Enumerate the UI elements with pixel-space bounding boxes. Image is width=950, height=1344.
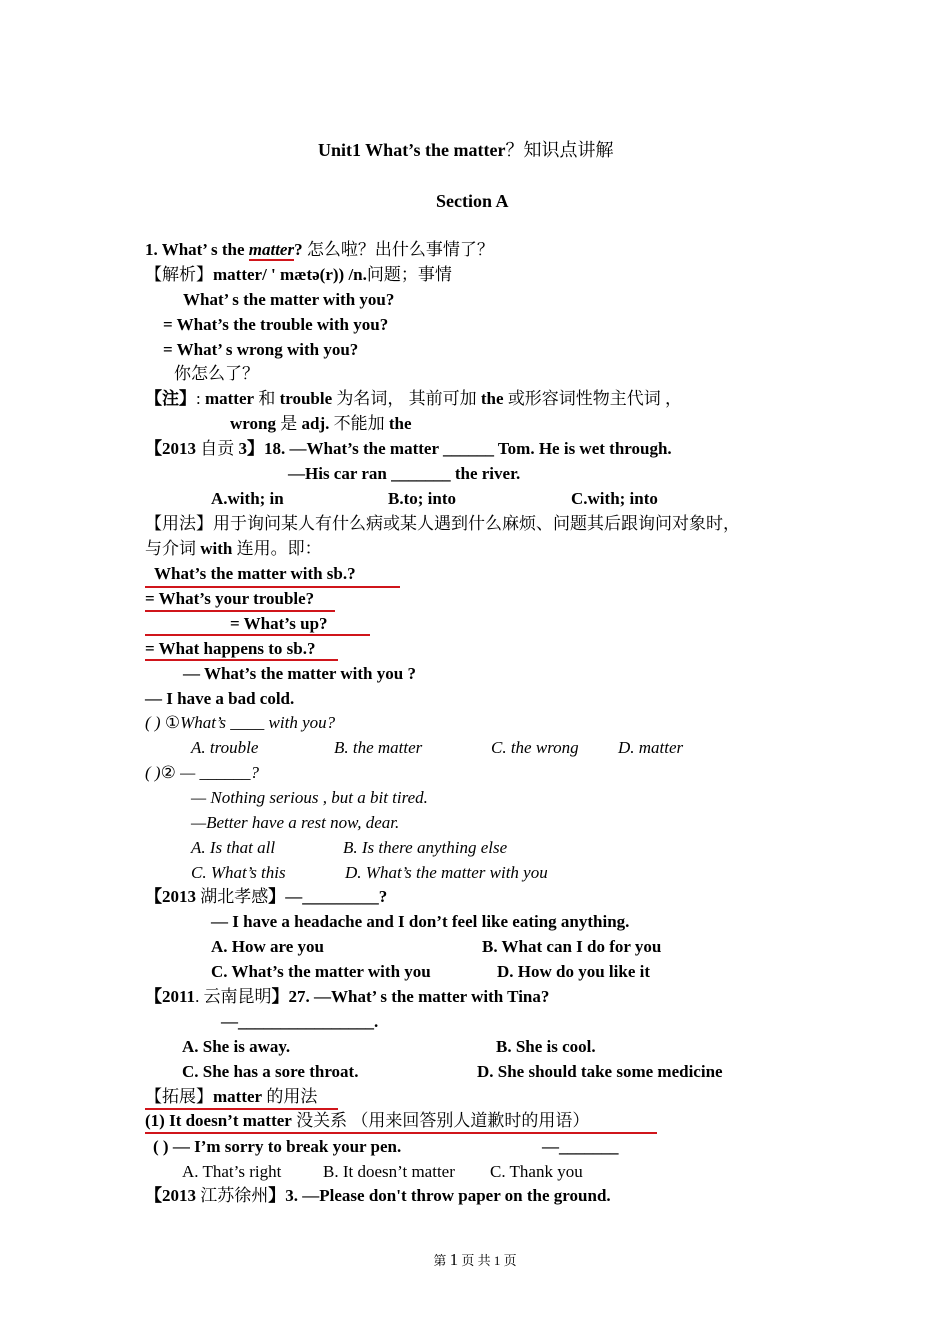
note-line-2: [230, 413, 412, 435]
dialog-line-2: — I have a bad cold.: [145, 689, 295, 708]
note-text: 和: [254, 389, 280, 408]
exercise-question: What’s ____ with you?: [180, 713, 336, 732]
question-text: 】27. —What’ s the matter with Tina?: [271, 987, 550, 1006]
analysis-cn: 问题；事情: [366, 265, 452, 284]
form-2: = What’s your trouble?: [145, 589, 315, 608]
title-cn: ？知识点讲解: [505, 140, 614, 160]
analysis-line: [145, 264, 452, 286]
question-hubei-line2: — I have a headache and I don’t feel like eating anything.: [211, 912, 630, 931]
item1-num: 1. What’ s the: [145, 240, 249, 259]
option-c: C. She has a sore throat.: [182, 1062, 359, 1081]
usage-tag: 【用法】: [145, 514, 213, 533]
example-cn: 你怎么了？: [174, 364, 259, 383]
exercise-question: — ______?: [175, 763, 259, 782]
circle-number: ①: [164, 713, 181, 732]
question-text: 】3. —Please don't throw paper on the ground.: [268, 1186, 611, 1205]
question-tag: 【2013: [145, 887, 201, 906]
option-a: A. Is that all: [191, 838, 276, 857]
option-b: B. It doesn’t matter: [323, 1162, 455, 1181]
analysis-body: matter/ ' mætə(r)) /n.: [213, 265, 367, 284]
option-a: A. trouble: [191, 738, 259, 757]
question-location: 湖北孝感: [200, 887, 269, 906]
option-d: D. How do you like it: [497, 962, 651, 981]
option-a: A.with; in: [211, 489, 284, 508]
note-word: adj.: [301, 414, 330, 433]
dialog-line-1: — What’s the matter with you ?: [183, 664, 416, 683]
expand-tag: 【拓展】: [145, 1087, 213, 1106]
note-word: matter: [204, 389, 255, 408]
option-d: D. matter: [618, 738, 684, 757]
exercise-2-line: —Better have a rest now, dear.: [191, 813, 400, 832]
usage-text: 用于询问某人有什么病或某人遇到什么麻烦、问题其后跟询问对象时，: [213, 514, 740, 533]
question-tag: 【2011: [145, 987, 196, 1006]
form-4: = What happens to sb.?: [145, 639, 316, 658]
exercise-2: [145, 762, 259, 784]
question-hubei: [145, 886, 387, 908]
underline-rule: [145, 634, 370, 636]
option-c: C.with; into: [571, 489, 658, 508]
question-text: 】—_________?: [268, 887, 388, 906]
expand-item-cn: 没关系 （用来回答别人道歉时的用语）: [291, 1111, 590, 1130]
question-location: 江苏徐州: [200, 1186, 269, 1205]
option-b: B. the matter: [334, 738, 423, 757]
option-c: C. Thank you: [490, 1162, 583, 1181]
option-d: D. What’s the matter with you: [345, 863, 548, 882]
expand-line: [145, 1086, 317, 1108]
option-a: A. How are you: [211, 937, 325, 956]
page-footer: [0, 1250, 950, 1271]
underline-rule: [145, 659, 338, 661]
question-yunnan-line2: —________________.: [221, 1012, 379, 1031]
item1-q: ?: [294, 240, 303, 259]
example-3: = What’ s wrong with you?: [163, 340, 359, 359]
item1-line: [145, 239, 494, 261]
question-tag: 【2013: [145, 1186, 201, 1205]
usage-word: with: [200, 539, 233, 558]
question-zigong-line2: —His car ran _______ the river.: [288, 464, 521, 483]
note-word: trouble: [279, 389, 333, 408]
option-a: A. That’s right: [182, 1162, 282, 1181]
item1-word: matter: [248, 240, 295, 259]
option-c: C. the wrong: [491, 738, 579, 757]
circle-number: ②: [160, 763, 176, 782]
option-b: B. Is there anything else: [343, 838, 508, 857]
footer-text: 第: [433, 1253, 450, 1268]
exercise-3-reply: —_______: [542, 1137, 619, 1156]
note-line-1: [145, 388, 682, 410]
question-tag: 【2013: [145, 439, 201, 458]
note-text: 不能加: [329, 414, 389, 433]
option-a: A. She is away.: [182, 1037, 291, 1056]
form-1: What’s the matter with sb.?: [154, 564, 356, 583]
note-text: 是: [275, 414, 302, 433]
exercise-3: ( ) — I’m sorry to break your pen.: [153, 1137, 402, 1156]
usage-text: 连用。即：: [232, 539, 322, 558]
note-text: 或形容词性物主代词 ，: [503, 389, 683, 408]
expand-item-1: [145, 1110, 589, 1132]
form-3: = What’s up?: [230, 614, 328, 633]
question-jiangsu: [145, 1185, 611, 1207]
question-text: 3】18. —What’s the matter ______ Tom. He is wet through.: [238, 439, 672, 458]
example-1: What’ s the matter with you?: [183, 290, 395, 309]
exercise-2-line: — Nothing serious , but a bit tired.: [191, 788, 428, 807]
note-word: the: [480, 389, 504, 408]
question-location: . 云南昆明: [195, 987, 272, 1006]
underline-rule: [145, 610, 335, 612]
option-b: B.to; into: [388, 489, 456, 508]
footer-text: 页 共 1 页: [458, 1253, 517, 1268]
item1-cn: 怎么啦？出什么事情了？: [302, 240, 494, 259]
underline-rule: [145, 1132, 657, 1134]
option-c: C. What’s this: [191, 863, 286, 882]
page-title: [318, 139, 613, 161]
option-d: D. She should take some medicine: [477, 1062, 723, 1081]
usage-text: 与介词: [145, 539, 201, 558]
section-heading: Section A: [436, 191, 509, 211]
answer-blank: ( ): [145, 763, 161, 782]
example-2: = What’s the trouble with you?: [163, 315, 389, 334]
analysis-tag: 【解析】: [145, 265, 213, 284]
note-tag: 【注】: [145, 389, 196, 408]
note-word: the: [388, 414, 412, 433]
question-zigong: [145, 438, 672, 460]
title-en: Unit1 What’s the matter: [318, 140, 506, 160]
usage-line-2: [145, 538, 322, 560]
page-number: 1: [449, 1250, 459, 1269]
expand-word: matter: [213, 1087, 263, 1106]
option-c: C. What’s the matter with you: [211, 962, 431, 981]
note-text: :: [196, 389, 205, 408]
note-text: 为名词， 其前可加: [332, 389, 481, 408]
expand-item-en: (1) It doesn’t matter: [145, 1111, 292, 1130]
usage-line-1: [145, 513, 740, 535]
question-location: 自贡: [200, 439, 239, 458]
note-word: wrong: [230, 414, 276, 433]
option-b: B. She is cool.: [496, 1037, 596, 1056]
expand-text: 的用法: [262, 1087, 318, 1106]
exercise-1: [145, 712, 335, 734]
option-b: B. What can I do for you: [482, 937, 662, 956]
answer-blank: ( ): [145, 713, 165, 732]
question-yunnan: [145, 986, 549, 1008]
